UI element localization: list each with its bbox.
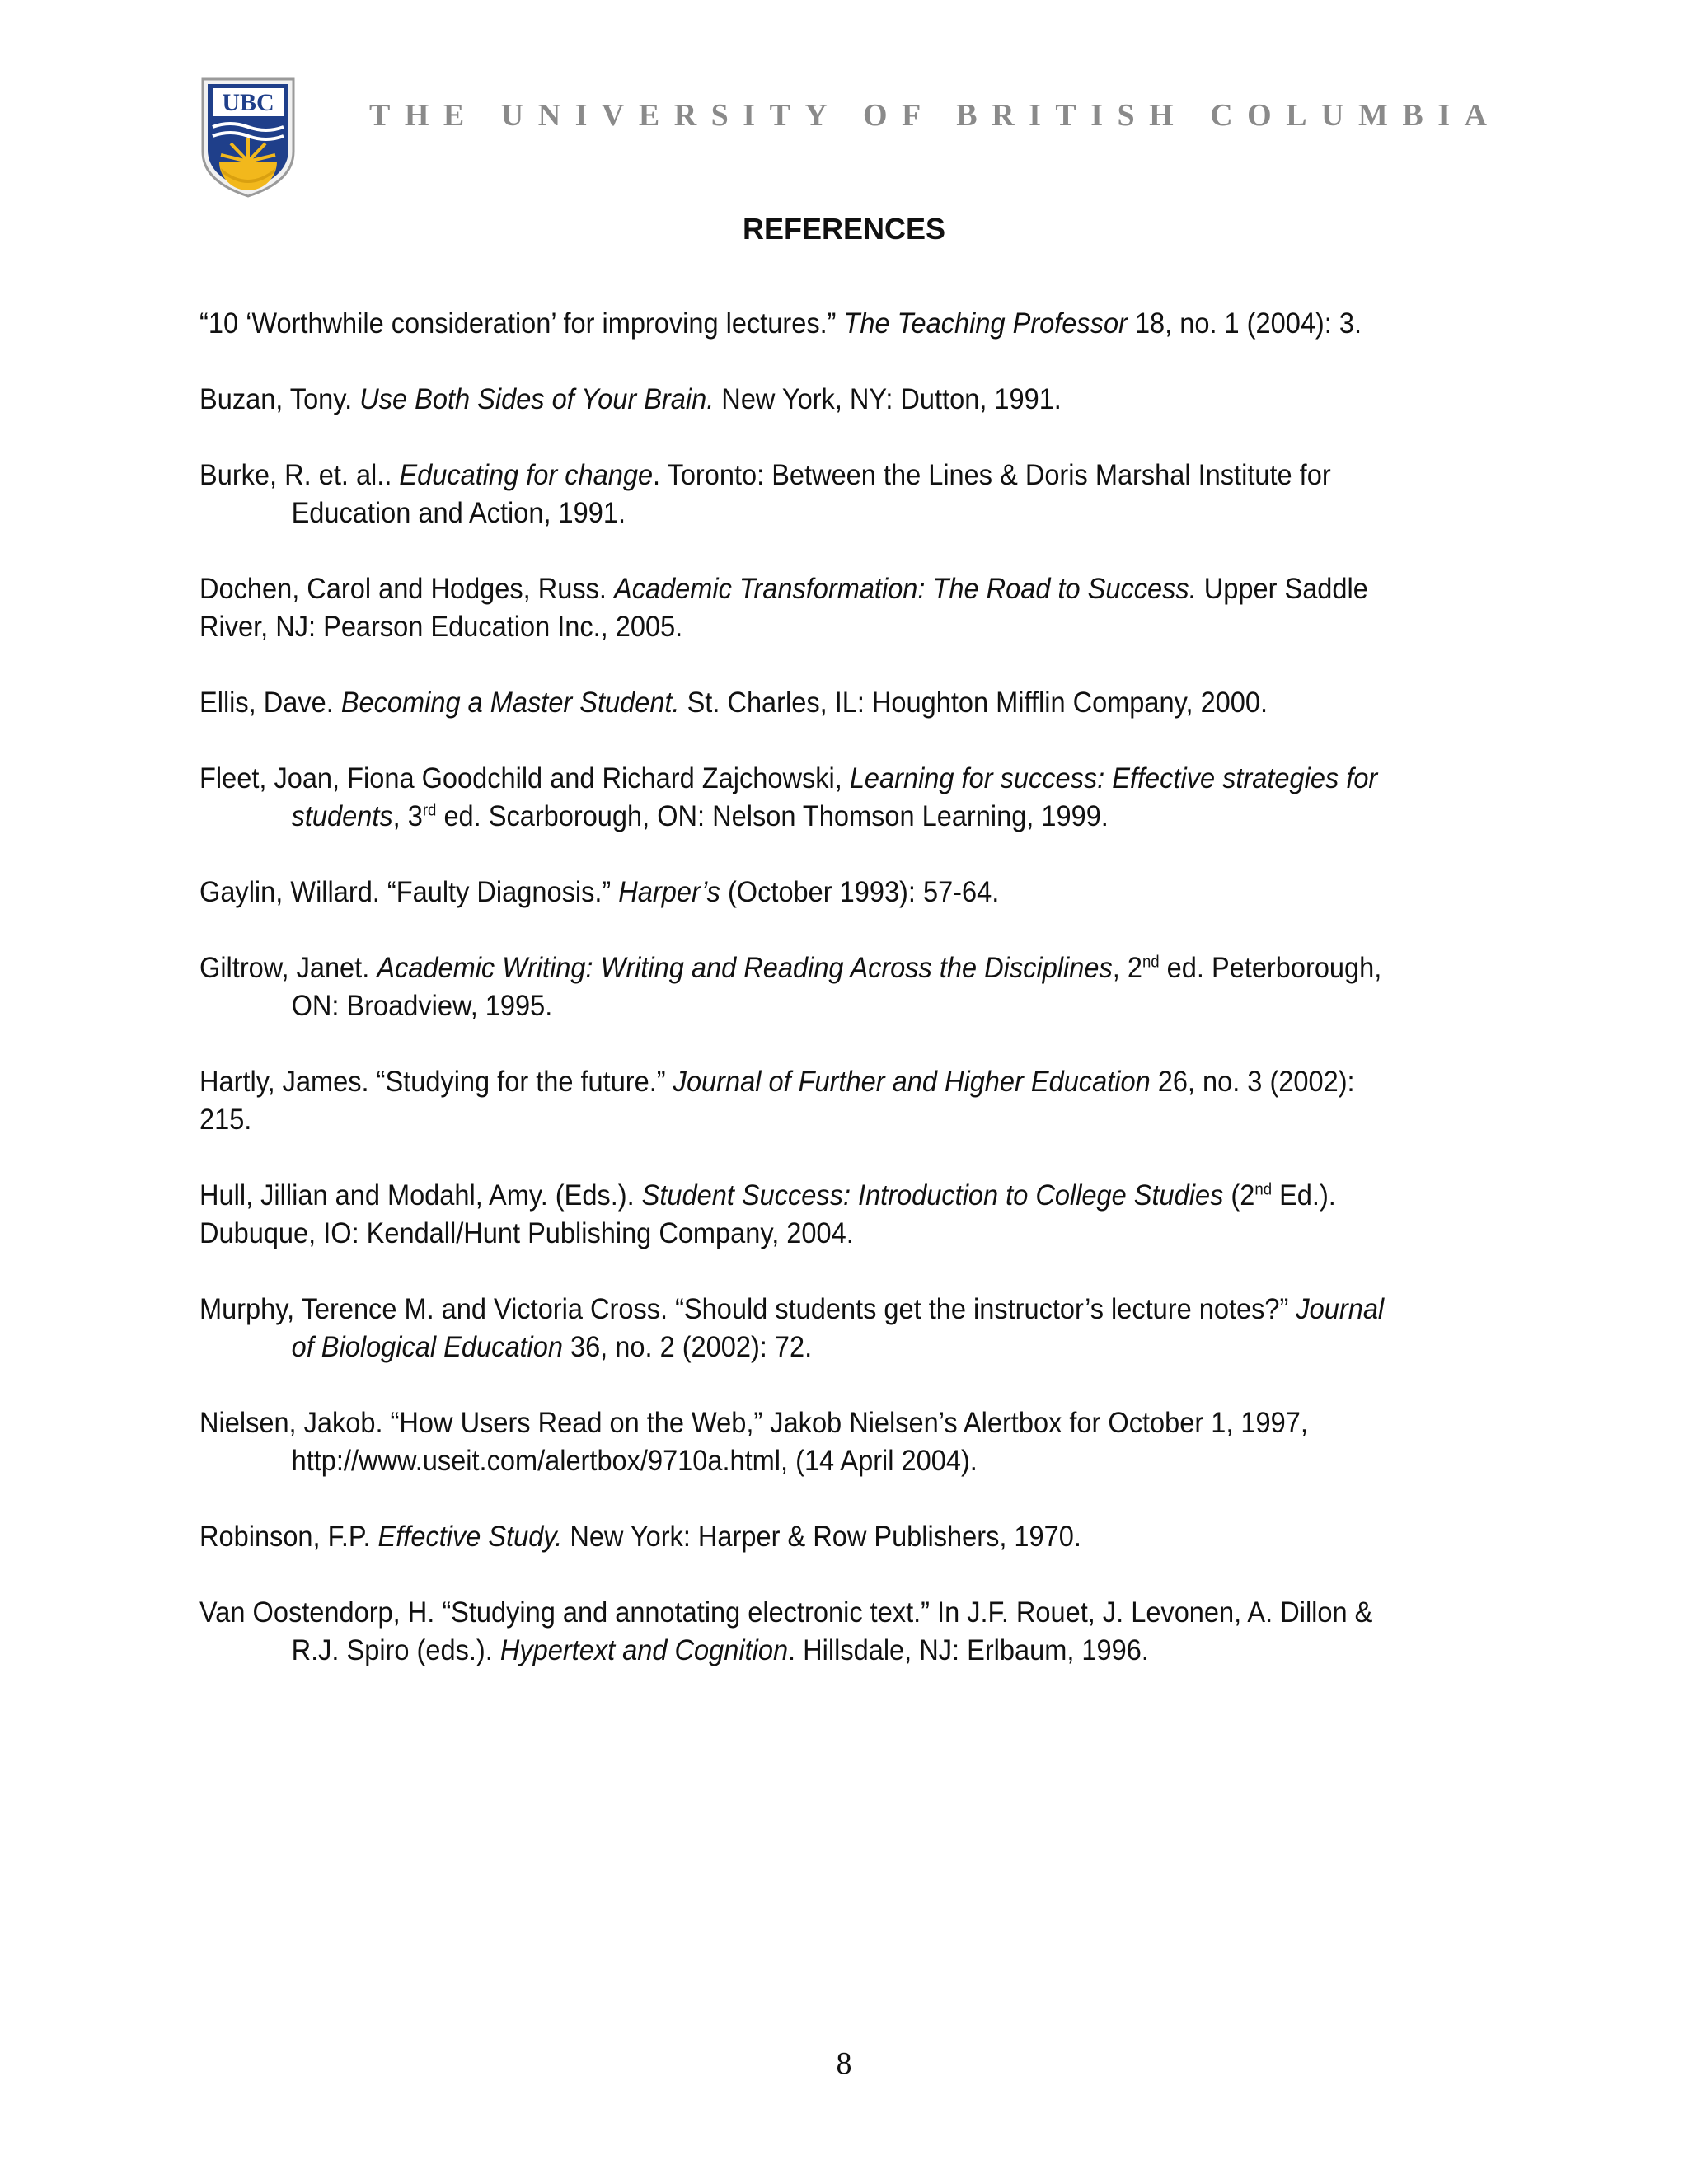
reference-text: Buzan, Tony. [199, 383, 360, 415]
reference-title: Becoming a Master Student. [340, 687, 680, 719]
reference-item [199, 1291, 1395, 1366]
reference-text: Hartly, James. “Studying for the future.” [199, 1066, 673, 1098]
reference-text: Fleet, Joan, Fiona Goodchild and Richard Zajchowski, [199, 762, 850, 794]
reference-item [199, 381, 1395, 419]
reference-text: 26, no. 3 (2002): 215. [199, 1066, 1355, 1136]
reference-title: Student Success: Introduction to College Studies [641, 1179, 1224, 1212]
ordinal-superscript: nd [1142, 953, 1160, 972]
reference-text: 18, no. 1 (2004): 3. [1127, 307, 1362, 340]
ubc-logo [199, 76, 297, 199]
reference-title: Effective Study. [377, 1521, 563, 1553]
reference-text: Hull, Jillian and Modahl, Amy. (Eds.). [199, 1179, 642, 1212]
reference-text: “10 ‘Worthwhile consideration’ for improving lectures.” [199, 307, 844, 340]
reference-text: . Hillsdale, NJ: Erlbaum, 1996. [788, 1634, 1149, 1666]
reference-text: Robinson, F.P. [199, 1521, 378, 1553]
reference-list [199, 305, 1395, 1708]
reference-item [199, 457, 1395, 532]
reference-text: Ellis, Dave. [199, 687, 341, 719]
reference-text: Upper Saddle River, NJ: Pearson Education Inc., 2005. [199, 573, 1368, 643]
reference-text: New York, NY: Dutton, 1991. [714, 383, 1062, 415]
reference-item [199, 305, 1395, 343]
reference-text: (October 1993): 57-64. [720, 876, 1000, 908]
reference-item [199, 1404, 1395, 1480]
ordinal-superscript: rd [422, 801, 437, 820]
reference-text: , 3 [392, 800, 423, 832]
reference-text: Ed.). Dubuque, IO: Kendall/Hunt Publishing Company, 2004. [199, 1179, 1336, 1249]
reference-title: Hypertext and Cognition [499, 1634, 789, 1666]
reference-title: Use Both Sides of Your Brain. [359, 383, 715, 415]
logo-text: UBC [222, 89, 274, 116]
reference-item [199, 684, 1395, 722]
university-name: THE UNIVERSITY OF BRITISH COLUMBIA [369, 98, 1502, 133]
reference-text: ed. Scarborough, ON: Nelson Thomson Learning, 1999. [436, 800, 1109, 832]
reference-text: (2 [1223, 1179, 1255, 1212]
reference-item [199, 760, 1395, 836]
reference-item [199, 874, 1395, 912]
reference-text: Nielsen, Jakob. “How Users Read on the Web,” Jakob Nielsen’s Alertbox for October 1, 1997, http://www.useit.com/alertbox/9710a.html, (14 April 2004). [199, 1407, 1308, 1477]
reference-title: The Teaching Professor [843, 307, 1128, 340]
reference-title: Journal of Biological Education [291, 1293, 1385, 1363]
reference-title: Journal of Further and Higher Education [673, 1066, 1151, 1098]
reference-text: Giltrow, Janet. [199, 952, 377, 984]
reference-title: Learning for success: Effective strategies for students [291, 762, 1378, 832]
reference-text: 36, no. 2 (2002): 72. [562, 1331, 813, 1363]
reference-item [199, 1063, 1395, 1139]
reference-text: St. Charles, IL: Houghton Mifflin Company, 2000. [679, 687, 1268, 719]
reference-item [199, 1518, 1395, 1556]
reference-item [199, 1594, 1395, 1670]
reference-text: . Toronto: Between the Lines & Doris Marshal Institute for Education and Action, 1991. [291, 459, 1331, 529]
reference-title: Educating for change [399, 459, 654, 491]
reference-title: Harper’s [618, 876, 720, 908]
page-number: 8 [836, 2046, 852, 2081]
reference-text: Van Oostendorp, H. “Studying and annotating electronic text.” In J.F. Rouet, J. Levonen, A. Dillon & R.J. Spiro (eds.). [199, 1596, 1373, 1666]
reference-title: Academic Writing: Writing and Reading Across the Disciplines [377, 952, 1113, 984]
reference-title: Academic Transformation: The Road to Success. [613, 573, 1197, 605]
reference-text: Dochen, Carol and Hodges, Russ. [199, 573, 614, 605]
reference-text: Gaylin, Willard. “Faulty Diagnosis.” [199, 876, 619, 908]
reference-item [199, 949, 1395, 1025]
reference-text: Burke, R. et. al.. [199, 459, 400, 491]
reference-item [199, 570, 1395, 646]
page-title: REFERENCES [742, 212, 946, 246]
ordinal-superscript: nd [1254, 1180, 1273, 1199]
reference-item [199, 1177, 1395, 1253]
reference-text: Murphy, Terence M. and Victoria Cross. “Should students get the instructor’s lecture notes?” [199, 1293, 1296, 1325]
reference-text: New York: Harper & Row Publishers, 1970. [562, 1521, 1081, 1553]
reference-text: ed. Peterborough, ON: Broadview, 1995. [291, 952, 1382, 1022]
reference-text: , 2 [1112, 952, 1142, 984]
